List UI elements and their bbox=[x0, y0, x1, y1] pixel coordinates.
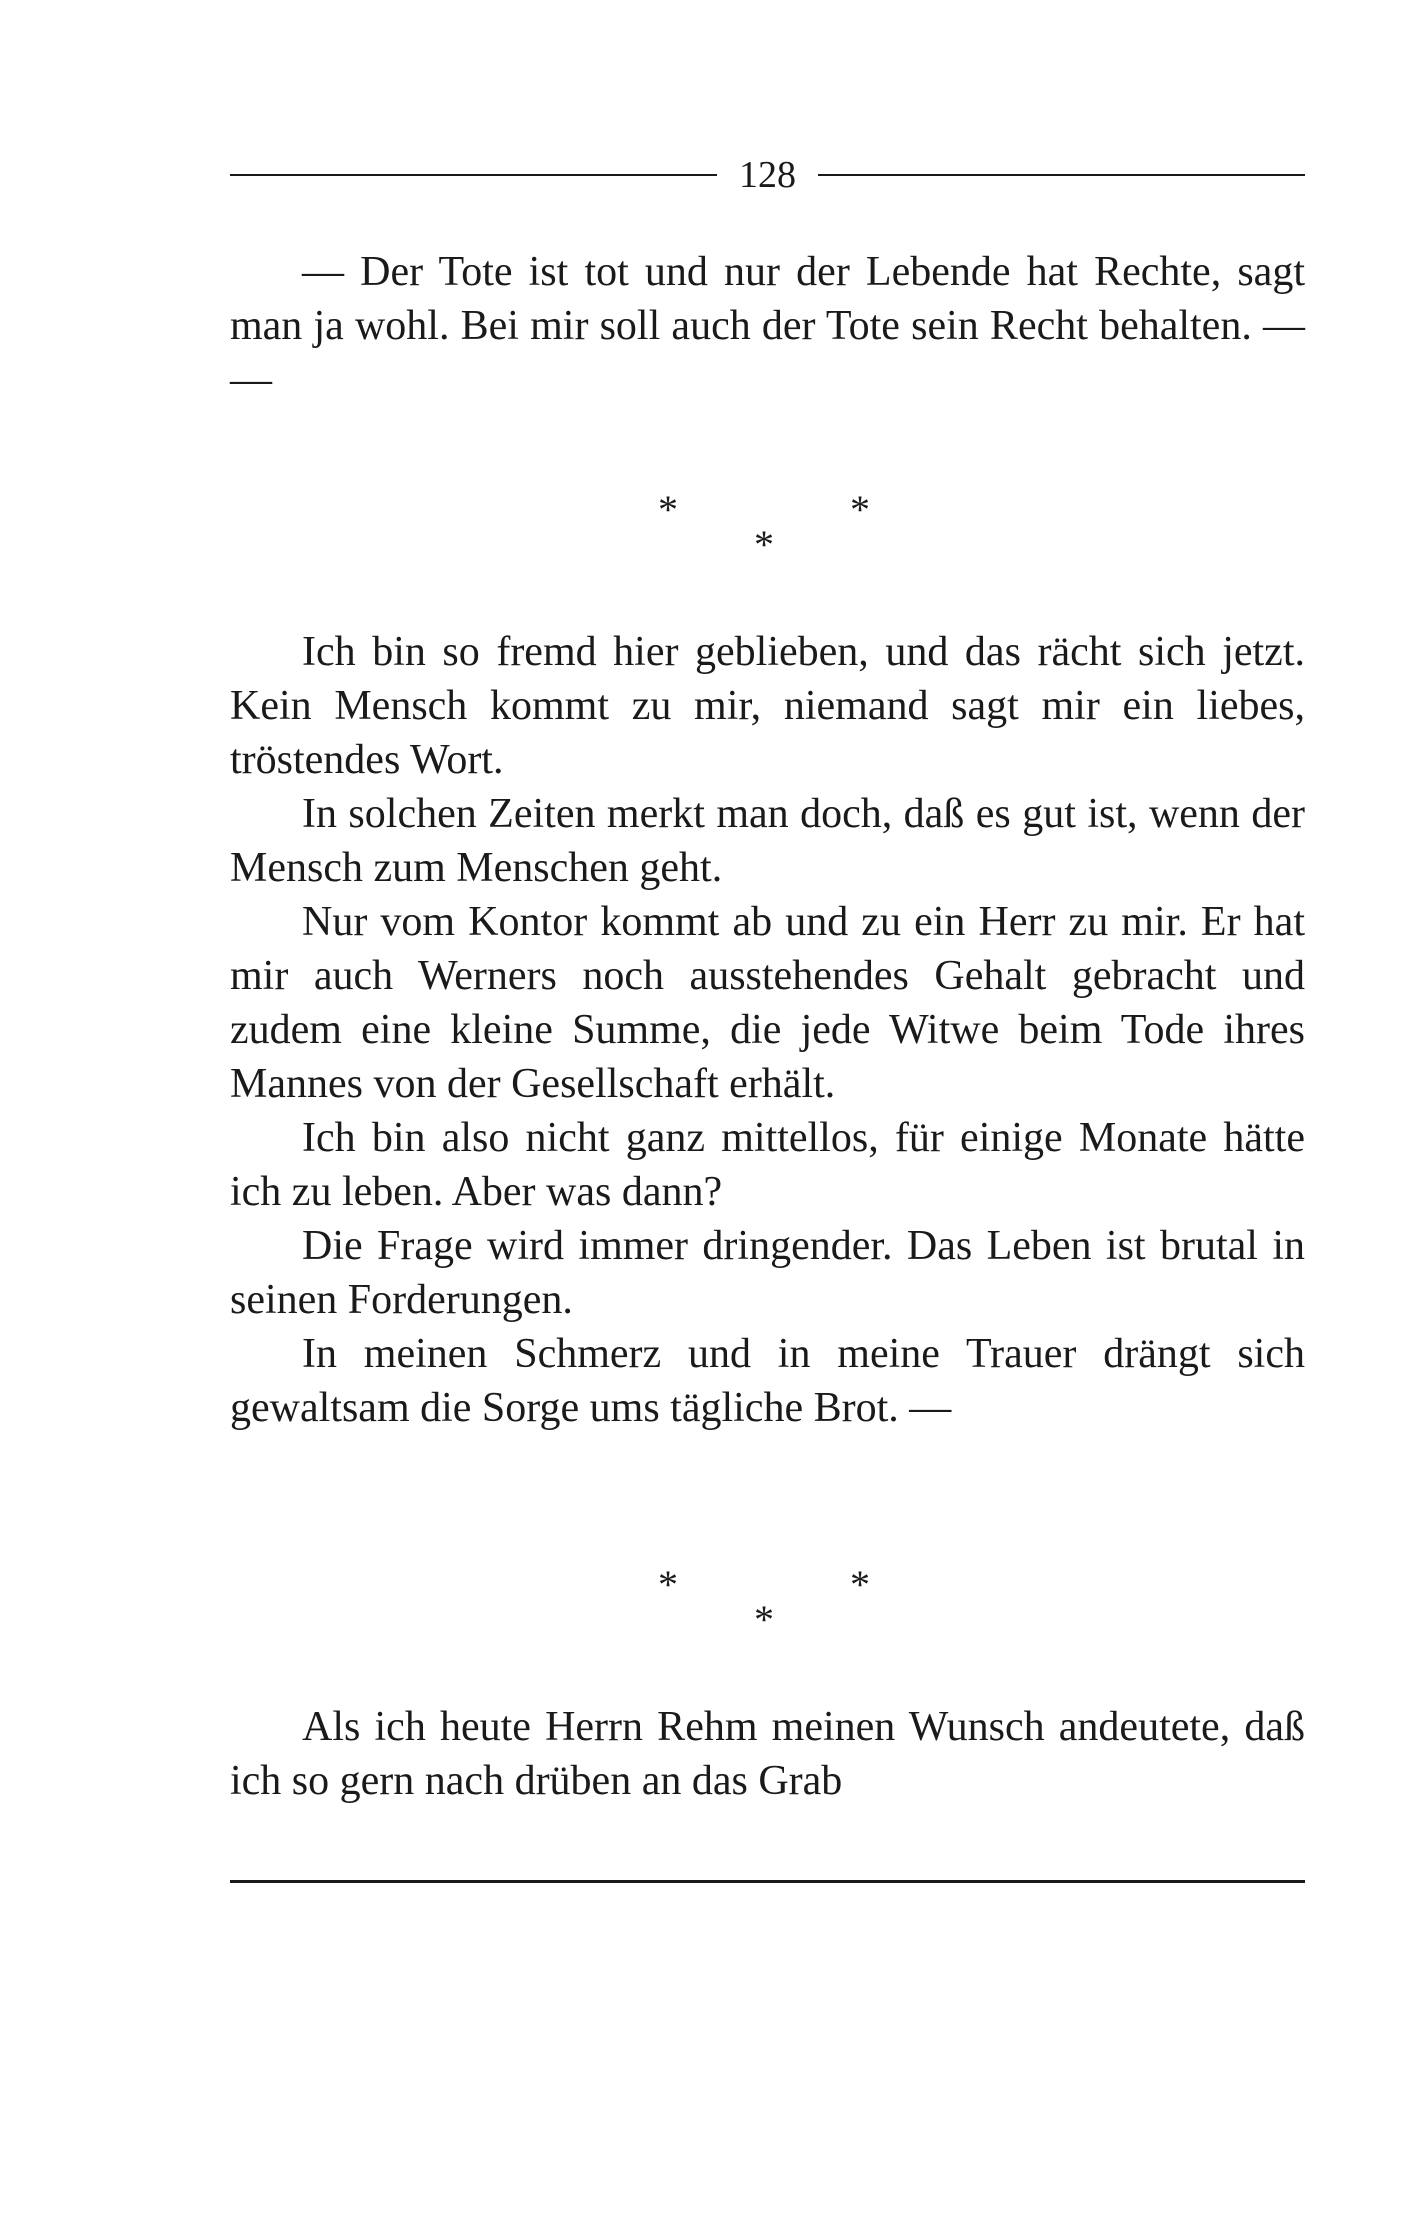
page-header bbox=[230, 150, 1305, 200]
text-block-middle bbox=[230, 625, 1305, 1435]
asterisk-glyph: * bbox=[850, 487, 870, 532]
header-rule-right bbox=[818, 174, 1305, 176]
asterisk-glyph: * bbox=[754, 1597, 774, 1642]
asterism-divider bbox=[600, 487, 900, 580]
page-number: 128 bbox=[739, 154, 796, 196]
footer-rule bbox=[230, 1880, 1305, 1883]
paragraph: Nur vom Kontor kommt ab und zu ein Herr zu mir. Er hat mir auch Werners noch ausstehendes Gehalt gebracht und zudem eine kleine Summe, die jede Witwe beim Tode ihres Mannes von der Gesellschaft erhält. bbox=[230, 899, 1305, 1107]
asterisk-glyph: * bbox=[754, 522, 774, 567]
header-rule-left bbox=[230, 174, 717, 176]
paragraph: Ich bin so fremd hier geblieben, und das rächt sich jetzt. Kein Mensch kommt zu mir, niemand sagt mir ein liebes, tröstendes Wort. bbox=[230, 629, 1305, 783]
asterism-divider bbox=[600, 1562, 900, 1655]
paragraph: In solchen Zeiten merkt man doch, daß es gut ist, wenn der Mensch zum Menschen geht. bbox=[230, 791, 1305, 891]
paragraph: Ich bin also nicht ganz mittellos, für einige Monate hätte ich zu leben. Aber was dann? bbox=[230, 1115, 1305, 1215]
text-block-top bbox=[230, 245, 1305, 407]
asterisk-glyph: * bbox=[658, 1562, 678, 1607]
paragraph: In meinen Schmerz und in meine Trauer drängt sich gewaltsam die Sorge ums tägliche Brot. — bbox=[230, 1331, 1305, 1431]
paragraph: — Der Tote ist tot und nur der Lebende hat Rechte, sagt man ja wohl. Bei mir soll auch der Tote sein Recht behalten. — — bbox=[230, 249, 1305, 403]
paragraph: Als ich heute Herrn Rehm meinen Wunsch andeutete, daß ich so gern nach drüben an das Grab bbox=[230, 1704, 1305, 1804]
asterisk-glyph: * bbox=[850, 1562, 870, 1607]
paragraph: Die Frage wird immer dringender. Das Leben ist brutal in seinen Forderungen. bbox=[230, 1223, 1305, 1323]
text-block-bottom bbox=[230, 1700, 1305, 1808]
asterisk-glyph: * bbox=[658, 487, 678, 532]
